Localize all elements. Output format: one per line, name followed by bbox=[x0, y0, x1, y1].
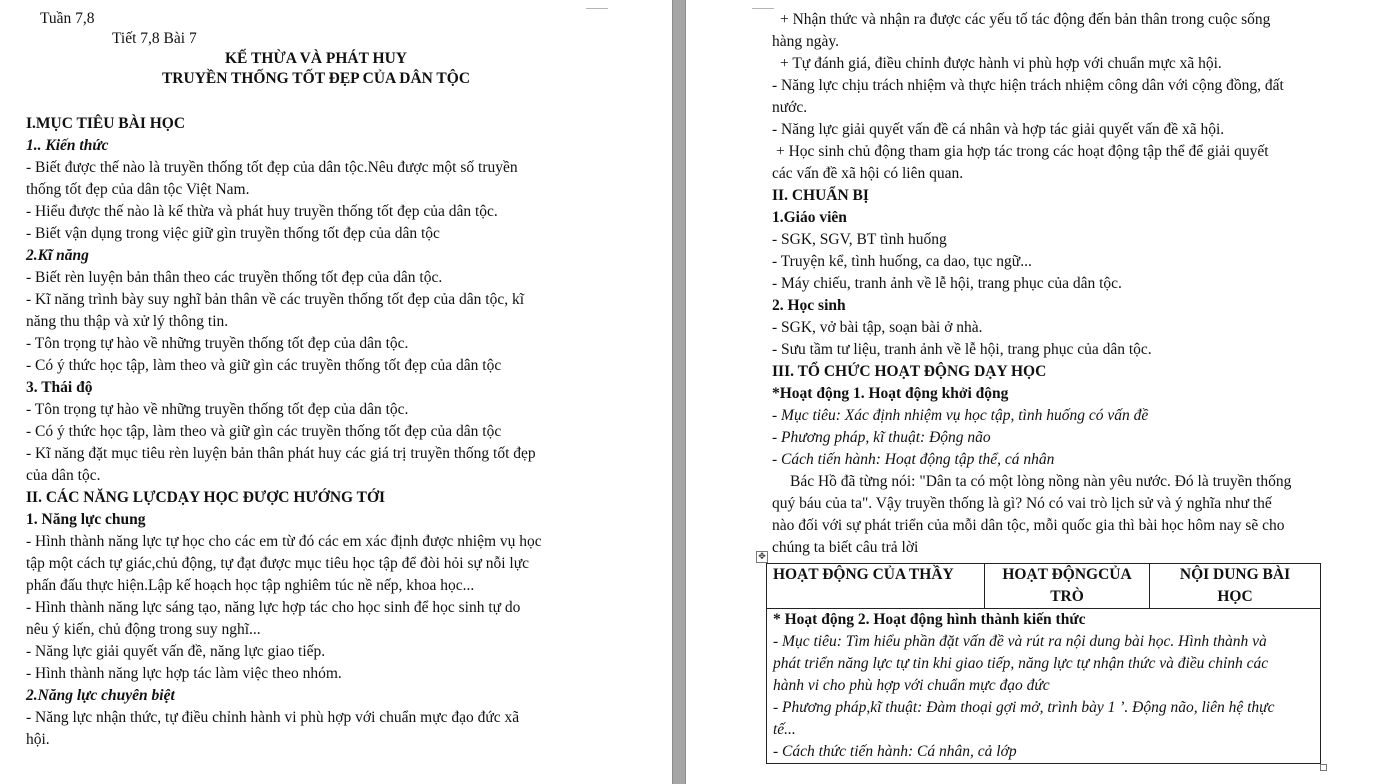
heading-nang-luc-chung: 1. Năng lực chung bbox=[26, 511, 146, 528]
activity-table bbox=[766, 563, 1321, 764]
paragraph: - Hình thành năng lực tự học cho các em từ đó các em xác định được nhiệm vụ học bbox=[26, 533, 542, 550]
paragraph: - Hiểu được thế nào là kế thừa và phát huy truyền thống tốt đẹp của dân tộc. bbox=[26, 203, 498, 220]
heading-chuan-bi: II. CHUẨN BỊ bbox=[772, 187, 869, 204]
paragraph: thống tốt đẹp của dân tộc Việt Nam. bbox=[26, 181, 250, 198]
header-content-line2: HỌC bbox=[1217, 588, 1253, 605]
activity-2-heading: * Hoạt động 2. Hoạt động hình thành kiến thức bbox=[773, 611, 1086, 628]
header-teacher: HOẠT ĐỘNG CỦA THẦY bbox=[773, 566, 954, 583]
paragraph: - Năng lực chịu trách nhiệm và thực hiện trách nhiệm công dân với cộng đồng, đất bbox=[772, 77, 1284, 94]
page-gutter bbox=[672, 0, 686, 784]
table-move-handle-icon[interactable]: ✥ bbox=[756, 551, 768, 563]
paragraph: - SGK, vở bài tập, soạn bài ở nhà. bbox=[772, 319, 983, 336]
heading-hoc-sinh: 2. Học sinh bbox=[772, 297, 846, 314]
header-student-line1: HOẠT ĐỘNGCỦA bbox=[1002, 566, 1132, 583]
paragraph: - Biết rèn luyện bản thân theo các truyền thống tốt đẹp của dân tộc. bbox=[26, 269, 443, 286]
paragraph: - Năng lực giải quyết vấn đề cá nhân và hợp tác giải quyết vấn đề xã hội. bbox=[772, 121, 1225, 138]
header-content-line1: NỘI DUNG BÀI bbox=[1179, 566, 1291, 583]
table-resize-handle[interactable] bbox=[1320, 764, 1327, 771]
doc-title-line2: TRUYỀN THỐNG TỐT ĐẸP CỦA DÂN TỘC bbox=[161, 70, 471, 87]
paragraph: của dân tộc. bbox=[26, 467, 101, 484]
paragraph: hàng ngày. bbox=[772, 33, 840, 50]
paragraph: - Có ý thức học tập, làm theo và giữ gìn các truyền thống tốt đẹp của dân tộc bbox=[26, 423, 502, 440]
heading-to-chuc: III. TỔ CHỨC HOẠT ĐỘNG DẠY HỌC bbox=[772, 363, 1047, 380]
heading-thai-do: 3. Thái độ bbox=[26, 379, 93, 396]
heading-giao-vien: 1.Giáo viên bbox=[772, 209, 847, 226]
paragraph: hành vi cho phù hợp với chuẩn mực đạo đức bbox=[773, 677, 1050, 694]
paragraph: - Mục tiêu: Xác định nhiệm vụ học tập, tình huống có vấn đề bbox=[772, 407, 1149, 424]
heading-hoat-dong-1: *Hoạt động 1. Hoạt động khởi động bbox=[772, 385, 1009, 402]
paragraph: - Biết vận dụng trong việc giữ gìn truyền thống tốt đẹp của dân tộc bbox=[26, 225, 440, 242]
paragraph: - Sưu tầm tư liệu, tranh ảnh về lễ hội, trang phục của dân tộc. bbox=[772, 341, 1152, 358]
paragraph: - SGK, SGV, BT tình huống bbox=[772, 231, 947, 248]
heading-ki-nang: 2.Kĩ năng bbox=[26, 247, 89, 264]
paragraph: - Năng lực nhận thức, tự điều chỉnh hành vi phù hợp với chuẩn mực đạo đức xã bbox=[26, 709, 520, 726]
heading-kien-thuc: 1.. Kiến thức bbox=[26, 137, 109, 154]
paragraph: - Hình thành năng lực sáng tạo, năng lực hợp tác cho học sinh để học sinh tự do bbox=[26, 599, 521, 616]
paragraph: - Phương pháp,kĩ thuật: Đàm thoại gợi mở, trình bày 1 ’. Động não, liên hệ thực bbox=[773, 699, 1275, 716]
page-corner-mark bbox=[752, 8, 774, 17]
paragraph: năng thu thập và xử lý thông tin. bbox=[26, 313, 229, 330]
paragraph: tế... bbox=[773, 721, 796, 738]
paragraph: - Có ý thức học tập, làm theo và giữ gìn các truyền thống tốt đẹp của dân tộc bbox=[26, 357, 502, 374]
paragraph: - Biết được thế nào là truyền thống tốt đẹp của dân tộc.Nêu được một số truyền bbox=[26, 159, 518, 176]
table-row bbox=[767, 609, 1321, 764]
table-header-cell[interactable] bbox=[1150, 564, 1321, 609]
document-page-right bbox=[686, 0, 1384, 784]
heading-nang-luc: II. CÁC NĂNG LỰCDẠY HỌC ĐƯỢC HƯỚNG TỚI bbox=[26, 489, 386, 506]
paragraph: - Tôn trọng tự hào về những truyền thống tốt đẹp của dân tộc. bbox=[26, 401, 409, 418]
paragraph: nêu ý kiến, chủ động trong suy nghĩ... bbox=[26, 621, 261, 638]
table-header-cell[interactable] bbox=[985, 564, 1150, 609]
paragraph: + Học sinh chủ động tham gia hợp tác trong các hoạt động tập thể để giải quyết bbox=[776, 143, 1269, 160]
paragraph: - Kĩ năng trình bày suy nghĩ bản thân về các truyền thống tốt đẹp của dân tộc, kĩ bbox=[26, 291, 525, 308]
paragraph: - Mục tiêu: Tìm hiểu phần đặt vấn đề và rút ra nội dung bài học. Hình thành và bbox=[773, 633, 1267, 650]
paragraph: hội. bbox=[26, 731, 50, 748]
paragraph: các vấn đề xã hội có liên quan. bbox=[772, 165, 964, 182]
table-header-row bbox=[767, 564, 1321, 609]
paragraph: - Tôn trọng tự hào về những truyền thống tốt đẹp của dân tộc. bbox=[26, 335, 409, 352]
paragraph: - Cách thức tiến hành: Cá nhân, cả lớp bbox=[773, 743, 1017, 760]
page-left-content bbox=[26, 0, 606, 751]
lesson-label: Tiết 7,8 Bài 7 bbox=[112, 30, 197, 47]
paragraph: quý báu của ta". Vậy truyền thống là gì? Nó có vai trò lịch sử và ý nghĩa như thế bbox=[772, 495, 1272, 512]
paragraph: Bác Hồ đã từng nói: "Dân ta có một lòng nồng nàn yêu nước. Đó là truyền thống bbox=[790, 473, 1292, 490]
paragraph: - Hình thành năng lực hợp tác làm việc theo nhóm. bbox=[26, 665, 342, 682]
table-cell[interactable] bbox=[767, 609, 1321, 764]
paragraph: phấn đấu thực hiện.Lập kế hoạch học tập nghiêm túc nề nếp, khoa học... bbox=[26, 577, 475, 594]
header-student-line2: TRÒ bbox=[1050, 588, 1084, 605]
heading-muc-tieu: I.MỤC TIÊU BÀI HỌC bbox=[26, 115, 186, 132]
paragraph: - Năng lực giải quyết vấn đề, năng lực giao tiếp. bbox=[26, 643, 326, 660]
paragraph: nào đối với sự phát triển của mỗi dân tộc, mỗi quốc gia thì bài học hôm nay sẽ cho bbox=[772, 517, 1285, 534]
table-header-cell[interactable] bbox=[767, 564, 985, 609]
document-page-left bbox=[0, 0, 672, 784]
paragraph: chúng ta biết câu trả lời bbox=[772, 539, 919, 556]
heading-nang-luc-chuyen-biet: 2.Năng lực chuyên biệt bbox=[26, 687, 175, 704]
paragraph: - Phương pháp, kĩ thuật: Động não bbox=[772, 429, 991, 446]
paragraph: nước. bbox=[772, 99, 808, 116]
paragraph: phát triển năng lực tự tin khi giao tiếp, năng lực tự nhận thức và điều chỉnh các bbox=[773, 655, 1269, 672]
doc-title-line1: KẾ THỪA VÀ PHÁT HUY bbox=[224, 50, 407, 67]
paragraph: + Nhận thức và nhận ra được các yếu tố tác động đến bản thân trong cuộc sống bbox=[780, 11, 1271, 28]
paragraph: - Kĩ năng đặt mục tiêu rèn luyện bản thân phát huy các giá trị truyền thống tốt đẹp bbox=[26, 445, 536, 462]
page-right-content bbox=[772, 0, 1352, 559]
paragraph: tập một cách tự giác,chủ động, tự đạt được mục tiêu học tập để đòi hỏi sự nỗi lực bbox=[26, 555, 530, 572]
paragraph: + Tự đánh giá, điều chỉnh được hành vi phù hợp với chuẩn mực xã hội. bbox=[780, 55, 1222, 72]
paragraph: - Máy chiếu, tranh ảnh về lễ hội, trang phục của dân tộc. bbox=[772, 275, 1122, 292]
paragraph: - Truyện kể, tình huống, ca dao, tục ngữ... bbox=[772, 253, 1032, 270]
paragraph: - Cách tiến hành: Hoạt động tập thể, cá nhân bbox=[772, 451, 1055, 468]
week-label: Tuần 7,8 bbox=[40, 10, 95, 27]
